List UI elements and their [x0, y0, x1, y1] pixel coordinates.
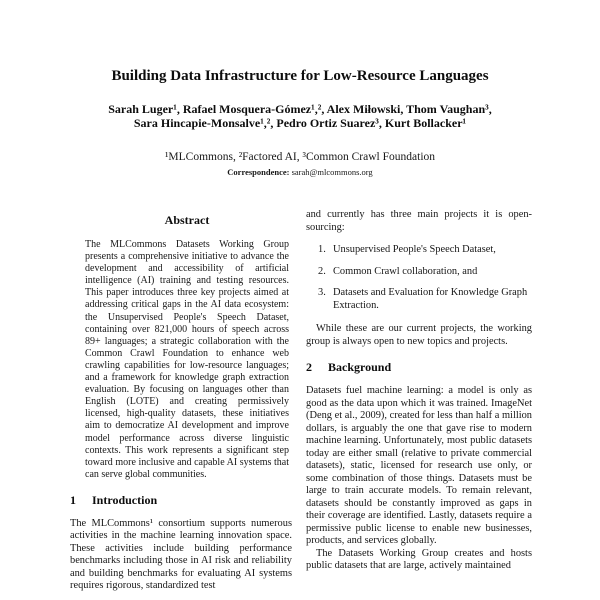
list-item-number: 1.: [318, 244, 326, 255]
author-line-2: Sara Hincapie-Monsalve¹,², Pedro Ortiz Suarez³, Kurt Bollacker¹: [133, 116, 467, 130]
background-paragraph-1: Datasets fuel machine learning: a model is only as good as the data upon which it was trained. ImageNet (Deng et al., 2009), created for less than half a million dollars, is arguably the one that gave rise to modern machine learning. Unfortunately, most public datasets today are either small (relative to private commercial datasets), static, licensed for research use only, or some combination of those things. Datasets must be large to train accurate models. To remain relevant, datasets should be constantly improved as gaps in their coverage are identified. Lastly, datasets require a permissive public license to enable new businesses, products, and services globally.: [306, 385, 532, 546]
list-item: [306, 287, 532, 312]
paper-header: [0, 0, 600, 177]
abstract-text: The MLCommons Datasets Working Group presents a comprehensive initiative to advance the development and accessibility of artificial intelligence (AI) training and testing resources. This paper introduces three key projects aimed at addressing critical gaps in the AI data ecosystem: the Unsupervised People's Speech Dataset, containing over 821,000 hours of speech across 89+ languages; a strategic collaboration with the Common Crawl Foundation to enhance web crawling capabilities for low-resource languages; and a framework for knowledge graph extraction evaluation. By focusing on languages other than English (LOTE) and creating permissively licensed, high-quality datasets, these initiatives aim to democratize AI development and improve model performance across diverse linguistic contexts. This work represents a significant step toward more inclusive and capable AI systems that can serve global communities.: [85, 239, 289, 480]
list-item-number: 2.: [318, 265, 326, 277]
introduction-continuation-paragraph: and currently has three main projects it is open-sourcing:: [306, 209, 532, 233]
right-column: [306, 209, 532, 573]
section-number: 2: [306, 360, 312, 374]
paper-title: Building Data Infrastructure for Low-Resource Languages: [111, 68, 489, 84]
section-heading-introduction: [70, 493, 292, 508]
list-item: [306, 244, 532, 257]
list-item-text: Datasets and Evaluation for Knowledge Graph Extraction.: [333, 287, 528, 311]
list-item: [306, 266, 532, 279]
correspondence-line: [0, 167, 600, 177]
list-item-number: 3.: [318, 287, 326, 298]
list-item-text: Unsupervised People's Speech Dataset,: [333, 244, 496, 255]
introduction-paragraph: The MLCommons¹ consortium supports numerous activities in the machine learning innovation space. These activities include building performance benchmarks including those in AI risk and reliability and building benchmarks for evaluating AI systems requires rigorous, standardized test: [70, 517, 292, 592]
abstract-heading: Abstract: [164, 213, 210, 227]
correspondence-email: sarah@mlcommons.org: [291, 167, 373, 177]
background-paragraph-2: The Datasets Working Group creates and hosts public datasets that are large, actively maintained: [306, 547, 532, 571]
abstract-section: [70, 213, 292, 481]
projects-list: [306, 244, 532, 312]
list-item-text: Common Crawl collaboration, and: [333, 265, 478, 277]
left-column: [70, 213, 292, 593]
projects-closing-paragraph: While these are our current projects, the working group is always open to new topics and projects.: [306, 323, 532, 347]
section-heading-background: [306, 360, 532, 375]
section-title: Introduction: [92, 492, 158, 507]
section-title: Background: [328, 360, 392, 374]
section-number: 1: [70, 492, 76, 507]
correspondence-label: Correspondence:: [227, 167, 290, 177]
author-line-1: Sarah Luger¹, Rafael Mosquera-Gómez¹,², Alex Miłowski, Thom Vaughan³,: [108, 102, 492, 116]
affiliations: ¹MLCommons, ²Factored AI, ³Common Crawl Foundation: [164, 151, 436, 163]
